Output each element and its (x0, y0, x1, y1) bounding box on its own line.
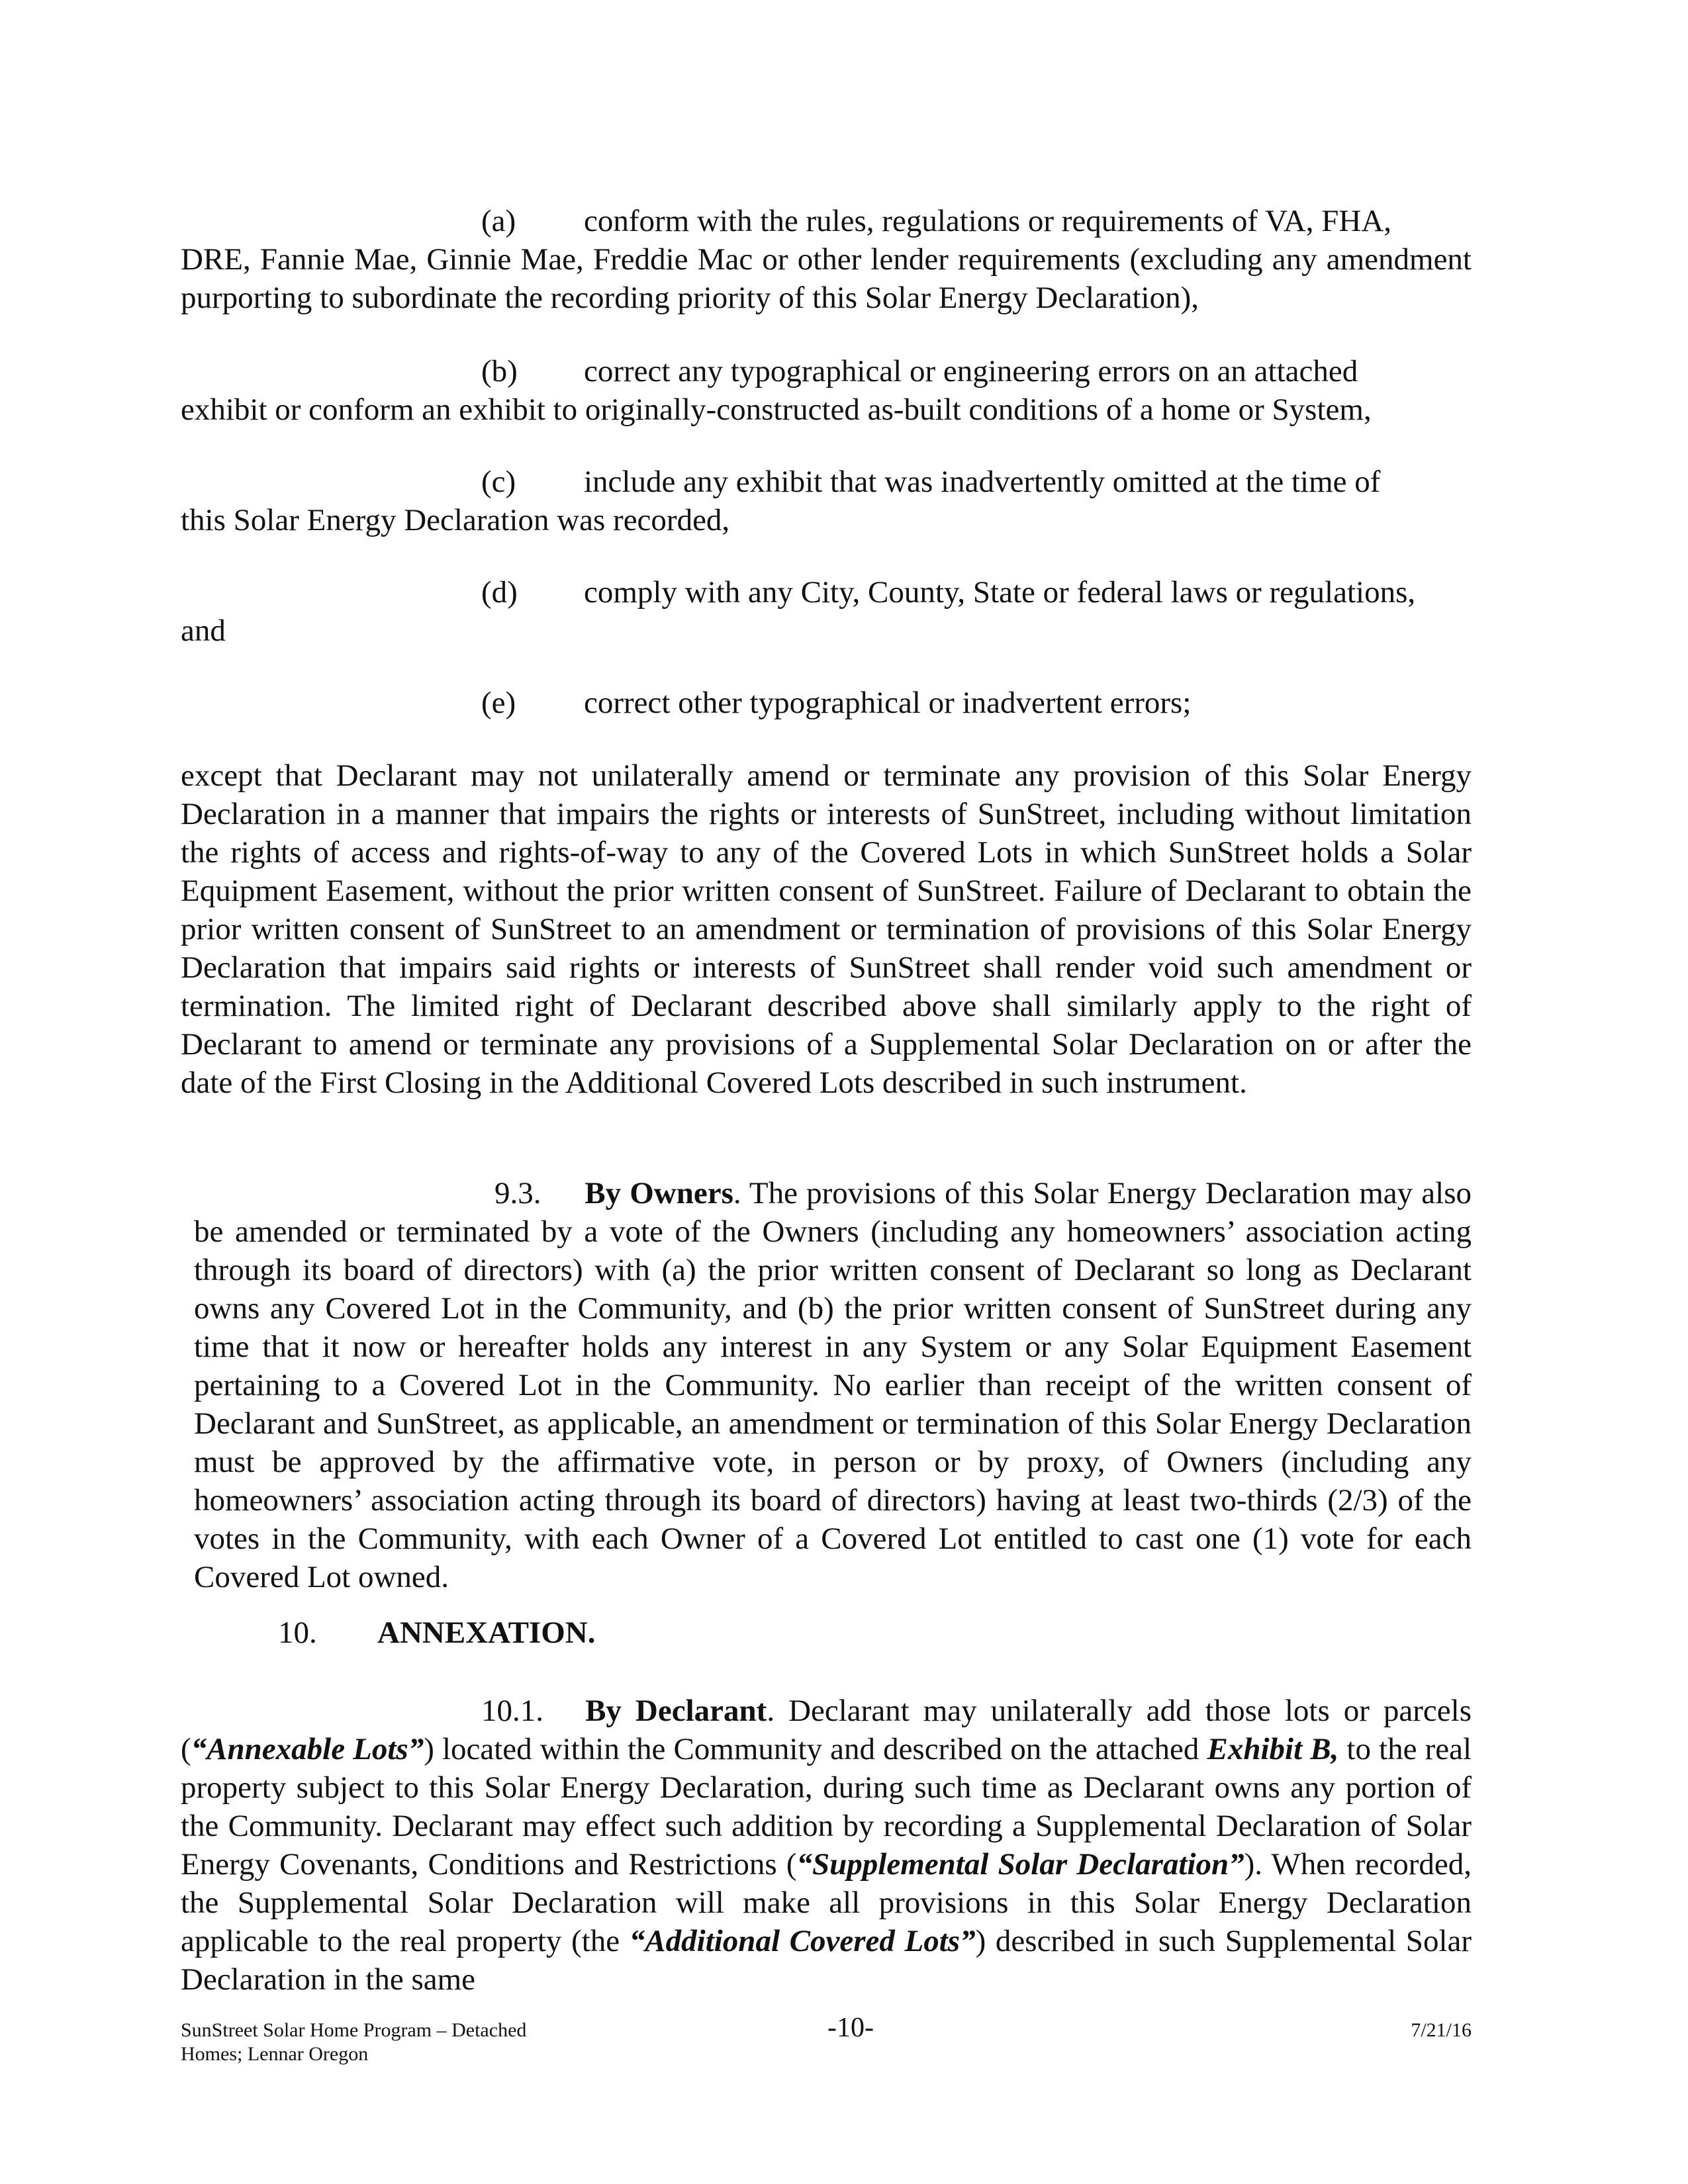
clause-d (181, 573, 1472, 650)
clause-label: (a) (481, 204, 516, 238)
section-text: ) located within the Community and described on the attached (424, 1732, 1207, 1766)
footer-program-line1: SunStreet Solar Home Program – Detached (181, 2019, 527, 2041)
heading-number: 10. (278, 1615, 317, 1650)
heading-title: ANNEXATION. (377, 1615, 596, 1650)
clause-a (181, 202, 1472, 317)
clause-first-line: comply with any City, County, State or federal laws or regulations, (584, 575, 1416, 610)
section-title: By Declarant (585, 1694, 767, 1728)
exhibit-reference: Exhibit B, (1207, 1732, 1339, 1766)
footer-left (181, 2019, 526, 2066)
clause-first-line: correct any typographical or engineering errors on an attached (584, 354, 1358, 388)
clause-e (181, 684, 1472, 722)
heading-10 (278, 1615, 595, 1651)
defined-term-supplemental-solar-declaration: “Supplemental Solar Declaration” (796, 1847, 1244, 1882)
clause-label: (e) (481, 686, 516, 720)
section-9-3 (194, 1174, 1472, 1596)
clause-label: (c) (481, 465, 516, 499)
defined-term-annexable-lots: “Annexable Lots” (191, 1732, 424, 1766)
clause-b (181, 352, 1472, 429)
clause-first-line: conform with the rules, regulations or requirements of VA, FHA, (584, 204, 1392, 238)
clause-c (181, 463, 1472, 539)
section-number: 10.1. (481, 1694, 543, 1728)
section-text: . Declarant may unilaterally add those lots or parcels ( (181, 1694, 1472, 1766)
clause-continuation: and (181, 614, 226, 648)
section-text: to the real property subject to this Solar Energy Declaration, during such time as Declarant owns any portion of the Community. Declarant may effect such addition by recording a Supplemental Declaration of Solar Energy Covenants, Conditions and Restrictions ( (181, 1732, 1472, 1882)
footer-date: 7/21/16 (1411, 2019, 1472, 2041)
clause-label: (d) (481, 575, 518, 610)
except-paragraph (181, 756, 1472, 1102)
footer-program-line2: Homes; Lennar Oregon (181, 2043, 369, 2065)
clause-first-line: correct other typographical or inadvertent errors; (584, 686, 1192, 720)
section-text: ) described in such Supplemental Solar Declaration in the same (181, 1924, 1472, 1997)
defined-term-additional-covered-lots: “Additional Covered Lots” (629, 1924, 976, 1958)
clause-first-line: include any exhibit that was inadvertently omitted at the time of (584, 465, 1381, 499)
page-number: -10- (827, 2013, 874, 2043)
section-text: . The provisions of this Solar Energy Declaration may also be amended or terminated by a vote of the Owners (including any homeowners’ association acting through its board of directors) with (a) the prior written consent of Declarant so long as Declarant owns any Covered Lot in the Community, and (b) the prior written consent of SunStreet during any time that it now or hereafter holds any interest in any System or any Solar Equipment Easement pertaining to a Covered Lot in the Community. No earlier than receipt of the written consent of Declarant and SunStreet, as applicable, an amendment or termination of this Solar Energy Declaration must be approved by the affirmative vote, in person or by proxy, of Owners (including any homeowners’ association acting through its board of directors) having at least two-thirds (2/3) of the votes in the Community, with each Owner of a Covered Lot entitled to cast one (1) vote for each Covered Lot owned. (194, 1176, 1472, 1594)
clause-continuation: this Solar Energy Declaration was recorded, (181, 503, 730, 537)
clause-continuation: DRE, Fannie Mae, Ginnie Mae, Freddie Mac or other lender requirements (excluding any amendment purporting to subordinate the recording priority of this Solar Energy Declaration), (181, 242, 1472, 315)
clause-continuation: exhibit or conform an exhibit to originally-constructed as-built conditions of a home or System, (181, 392, 1372, 427)
clause-label: (b) (481, 354, 518, 388)
section-title: By Owners (585, 1176, 733, 1210)
section-text: ). When recorded, the Supplemental Solar Declaration will make all provisions in this Solar Energy Declaration applicable to the real property (the (181, 1847, 1472, 1958)
section-number: 9.3. (494, 1176, 541, 1210)
section-10-1 (181, 1692, 1472, 1999)
except-paragraph-text: except that Declarant may not unilaterally amend or terminate any provision of this Solar Energy Declaration in a manner that impairs the rights or interests of SunStreet, including without limitation the rights of access and rights-of-way to any of the Covered Lots in which SunStreet holds a Solar Equipment Easement, without the prior written consent of SunStreet. Failure of Declarant to obtain the prior written consent of SunStreet to an amendment or termination of provisions of this Solar Energy Declaration that impairs said rights or interests of SunStreet shall render void such amendment or termination. The limited right of Declarant described above shall similarly apply to the right of Declarant to amend or terminate any provisions of a Supplemental Solar Declaration on or after the date of the First Closing in the Additional Covered Lots described in such instrument. (181, 758, 1472, 1100)
